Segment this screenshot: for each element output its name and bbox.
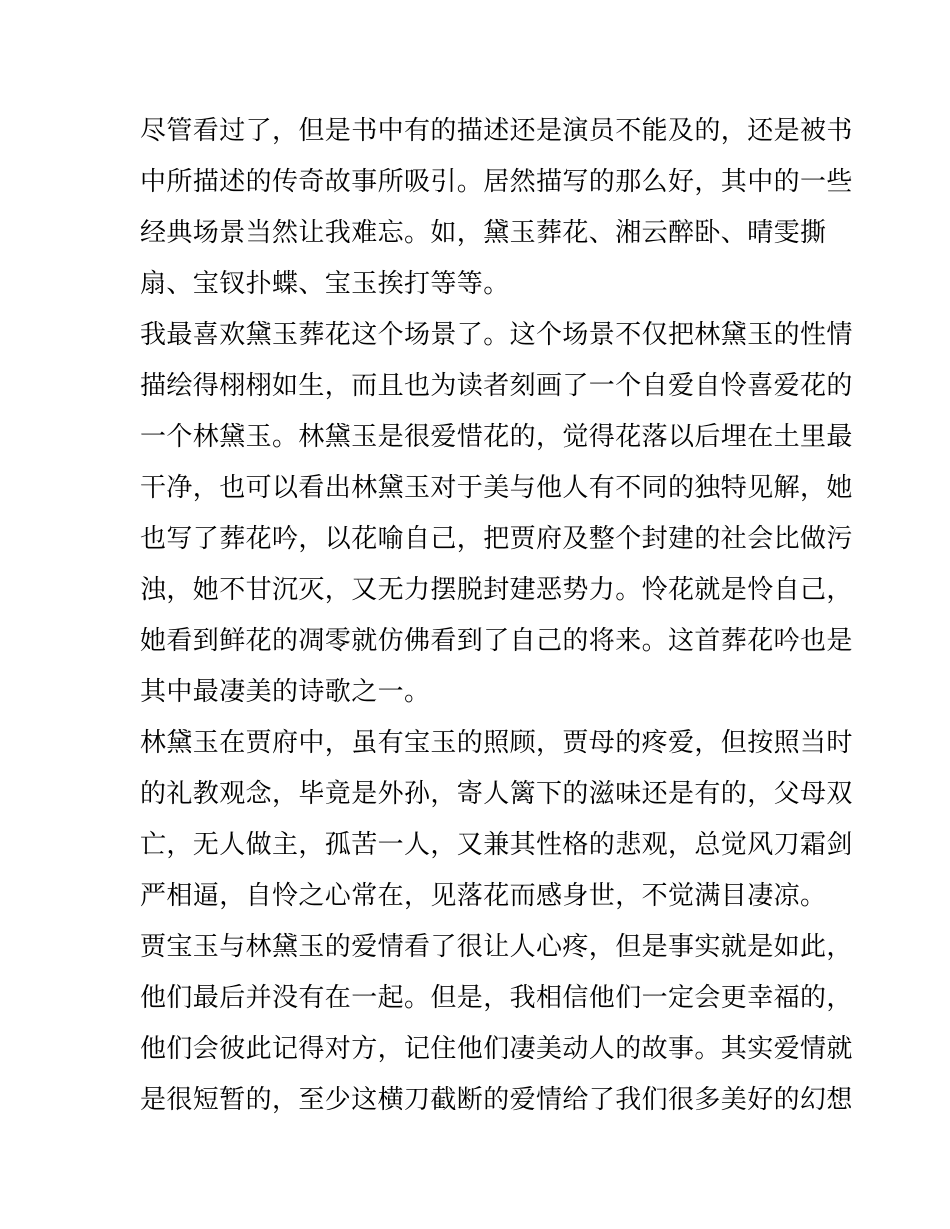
text-line: 经典场景当然让我难忘。如，黛玉葬花、湘云醉卧、晴雯撕: [140, 218, 827, 248]
text-line: 也写了葬花吟，以花喻自己，把贾府及整个封建的社会比做污: [140, 524, 853, 554]
text-line: 干净，也可以看出林黛玉对于美与他人有不同的独特见解，她: [140, 473, 853, 503]
text-line: 贾宝玉与林黛玉的爱情看了很让人心疼，但是事实就是如此，: [140, 932, 853, 962]
text-line: 她看到鲜花的凋零就仿佛看到了自己的将来。这首葬花吟也是: [140, 626, 853, 656]
text-line: 他们最后并没有在一起。但是，我相信他们一定会更幸福的，: [140, 983, 853, 1013]
text-line: 其中最凄美的诗歌之一。: [140, 677, 431, 707]
text-line: 的礼教观念，毕竟是外孙，寄人篱下的滋味还是有的，父母双: [140, 779, 853, 809]
text-line: 描绘得栩栩如生，而且也为读者刻画了一个自爱自怜喜爱花的: [140, 371, 853, 401]
text-line: 尽管看过了，但是书中有的描述还是演员不能及的，还是被书: [140, 116, 853, 146]
text-line: 浊，她不甘沉灭，又无力摆脱封建恶势力。怜花就是怜自己，: [140, 575, 853, 605]
text-line: 我最喜欢黛玉葬花这个场景了。这个场景不仅把林黛玉的性情: [140, 320, 853, 350]
text-line: 严相逼，自怜之心常在，见落花而感身世，不觉满目凄凉。: [140, 881, 827, 911]
text-line: 是很短暂的，至少这横刀截断的爱情给了我们很多美好的幻想: [140, 1085, 853, 1115]
text-line: 林黛玉在贾府中，虽有宝玉的照顾，贾母的疼爱，但按照当时: [140, 728, 853, 758]
essay-text: [140, 106, 853, 1126]
text-line: 一个林黛玉。林黛玉是很爱惜花的，觉得花落以后埋在土里最: [140, 422, 853, 452]
text-line: 扇、宝钗扑蝶、宝玉挨打等等。: [140, 269, 510, 299]
text-line: 他们会彼此记得对方，记住他们凄美动人的故事。其实爱情就: [140, 1034, 853, 1064]
text-line: 亡，无人做主，孤苦一人，又兼其性格的悲观，总觉风刀霜剑: [140, 830, 853, 860]
text-line: 中所描述的传奇故事所吸引。居然描写的那么好，其中的一些: [140, 167, 853, 197]
